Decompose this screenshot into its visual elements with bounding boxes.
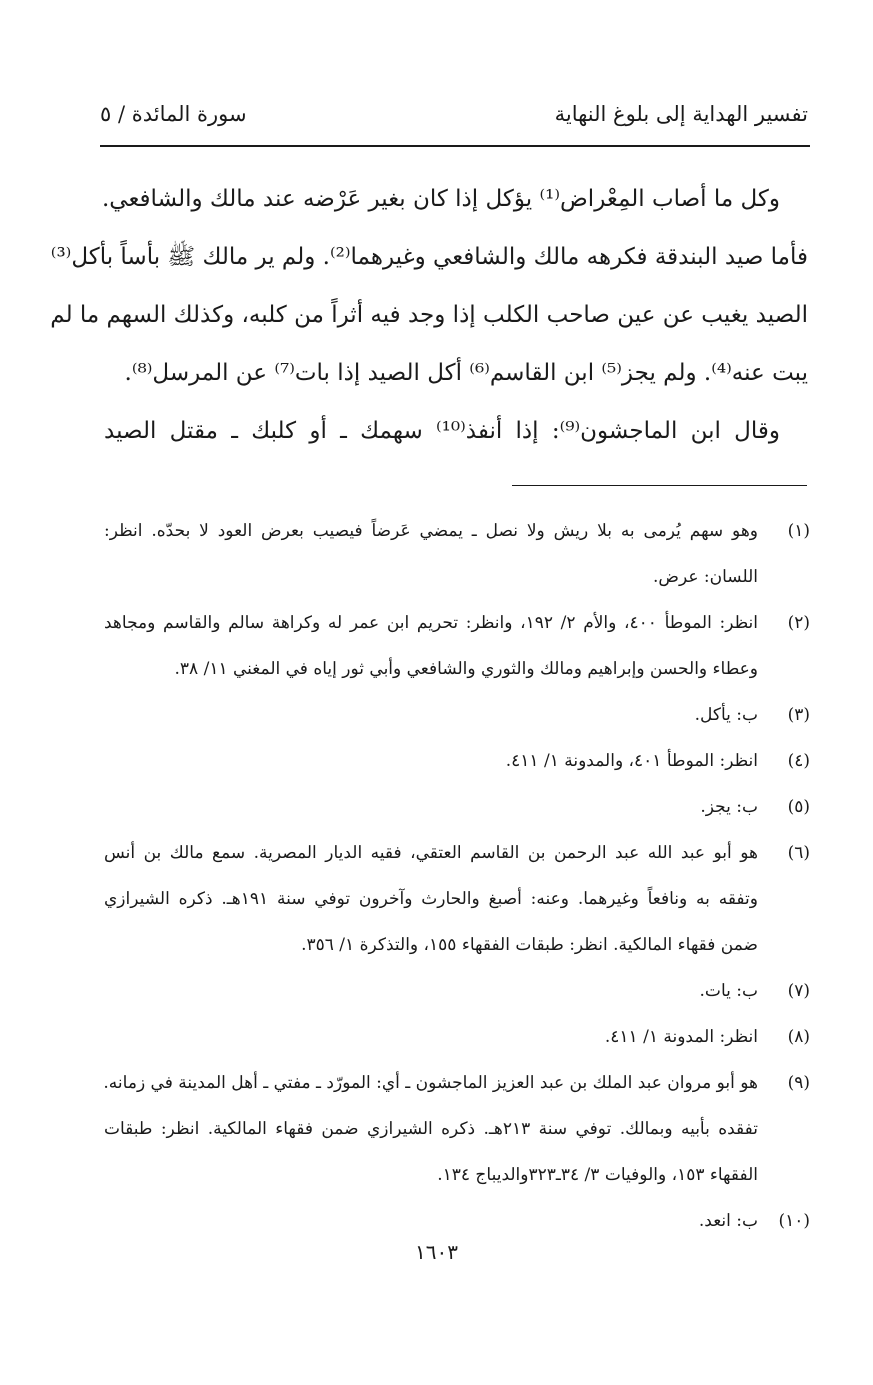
footnote xyxy=(104,1014,810,1060)
footnote xyxy=(104,830,810,968)
surah-label: سورة المائدة / ٥ xyxy=(100,102,247,126)
footnote-divider xyxy=(512,485,807,486)
main-text xyxy=(50,170,808,460)
footnote xyxy=(104,600,810,692)
footnote-text xyxy=(104,600,758,692)
footnote-number: (٥) xyxy=(787,797,810,817)
main-text-line: وقال ابن الماجشون⁽⁹⁾: إذا أنفذ⁽¹⁰⁾ سهمك ـ أو كلبك ـ مقتل الصيد xyxy=(104,418,780,444)
footnote-line: ب: يأكل. xyxy=(694,705,758,725)
footnote-line: انظر: الموطأ ٤٠١، والمدونة ١/ ٤١١. xyxy=(505,751,758,771)
footnote-number: (٦) xyxy=(787,843,810,863)
footnote-number: (٤) xyxy=(787,751,810,771)
footnote-text xyxy=(104,784,758,830)
footnote-text xyxy=(104,692,758,738)
footnote xyxy=(104,1060,810,1198)
footnote xyxy=(104,508,810,600)
footnote-number: (٩) xyxy=(787,1073,810,1093)
footnote-line: الفقهاء ١٥٣، والوفيات ٣/ ٣٤ـ٣٢٣والديباج ١٣٤. xyxy=(437,1165,758,1185)
footnote-line: انظر: المدونة ١/ ٤١١. xyxy=(604,1027,758,1047)
footnote-line: وتفقه به ونافعاً وغيرهما. وعنه: أصبغ والحارث وآخرون توفي سنة ١٩١هـ. ذكره الشيرازي xyxy=(104,889,758,909)
book-title: تفسير الهداية إلى بلوغ النهاية xyxy=(554,102,808,126)
footnote-number: (٧) xyxy=(787,981,810,1001)
footnote-line: ب: يات. xyxy=(699,981,758,1001)
footnote-text xyxy=(104,1014,758,1060)
footnote-line: وهو سهم يُرمى به بلا ريش ولا نصل ـ يمضي عَرضاً فيصيب بعرض العود لا بحدّه. انظر: xyxy=(104,521,758,541)
footnote xyxy=(104,738,810,784)
footnote-line: اللسان: عرض. xyxy=(653,567,758,587)
footnote-text xyxy=(104,508,758,600)
footnote-text xyxy=(104,1060,758,1198)
footnote-number: (٣) xyxy=(787,705,810,725)
footnote-line: هو أبو مروان عبد الملك بن عبد العزيز الماجشون ـ أي: المورّد ـ مفتي ـ أهل المدينة في زمانه. xyxy=(103,1073,758,1093)
footnotes xyxy=(104,508,810,1244)
footnote-line: انظر: الموطأ ٤٠٠، والأم ٢/ ١٩٢، وانظر: تحريم ابن عمر له وكراهة سالم والقاسم ومجاهد xyxy=(104,613,759,633)
footnote-text xyxy=(104,968,758,1014)
footnote-number: (١) xyxy=(787,521,810,541)
footnote-number: (٢) xyxy=(787,613,810,633)
footnote-line: هو أبو عبد الله عبد الرحمن بن القاسم العتقي، فقيه الديار المصرية. سمع مالك بن أنس xyxy=(104,843,758,863)
footnote-line: وعطاء والحسن وإبراهيم ومالك والثوري والشافعي وأبي ثور إياه في المغني ١١/ ٣٨. xyxy=(174,659,758,679)
footnote-line: ضمن فقهاء المالكية. انظر: طبقات الفقهاء ١٥٥، والتذكرة ١/ ٣٥٦. xyxy=(301,935,758,955)
footnote-text xyxy=(104,1198,758,1244)
footnote-text xyxy=(104,738,758,784)
footnote xyxy=(104,784,810,830)
footnote xyxy=(104,968,810,1014)
main-text-line: فأما صيد البندقة فكرهه مالك والشافعي وغيرهما⁽²⁾. ولم ير مالك ﷺ بأساً بأكل⁽³⁾ xyxy=(50,244,808,270)
main-text-line: الصيد يغيب عن عين صاحب الكلب إذا وجد فيه أثراً من كلبه، وكذلك السهم ما لم xyxy=(50,302,808,328)
footnote xyxy=(104,1198,810,1244)
footnote xyxy=(104,692,810,738)
main-text-line: يبت عنه⁽⁴⁾. ولم يجز⁽⁵⁾ ابن القاسم⁽⁶⁾ أكل الصيد إذا بات⁽⁷⁾ عن المرسل⁽⁸⁾. xyxy=(124,360,808,386)
main-text-line: وكل ما أصاب المِعْراض⁽¹⁾ يؤكل إذا كان بغير عَرْضه عند مالك والشافعي. xyxy=(101,186,780,212)
footnote-line: ب: يجز. xyxy=(700,797,758,817)
footnote-number: (٨) xyxy=(787,1027,810,1047)
header-divider xyxy=(100,145,810,147)
footnote-line: تفقده بأبيه وبمالك. توفي سنة ٢١٣هـ. ذكره الشيرازي ضمن فقهاء المالكية. انظر: طبقات xyxy=(104,1119,758,1139)
footnote-text xyxy=(104,830,758,968)
page-number: ١٦٠٣ xyxy=(415,1240,458,1264)
running-header xyxy=(100,102,808,142)
footnote-number: (١٠) xyxy=(778,1211,810,1231)
footnote-line: ب: انعد. xyxy=(698,1211,758,1231)
